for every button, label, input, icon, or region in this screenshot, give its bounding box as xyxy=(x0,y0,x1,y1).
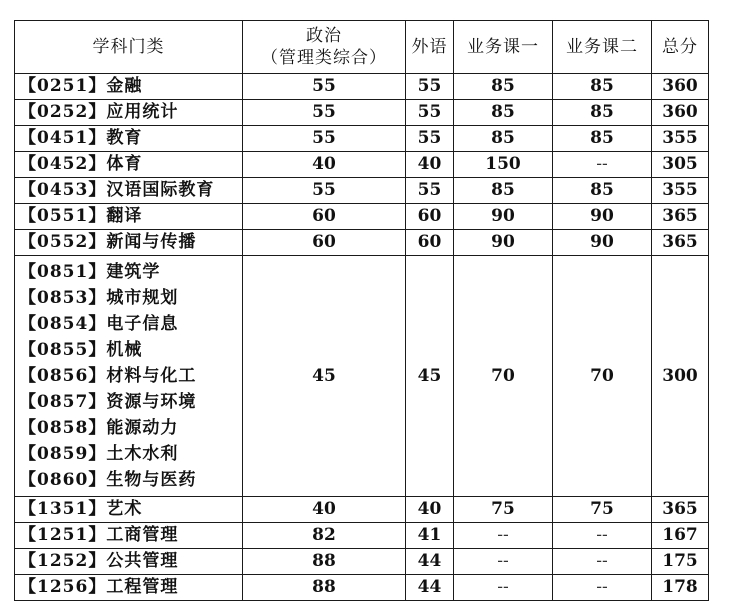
total-cell: 355 xyxy=(652,126,709,152)
course1-cell: 150 xyxy=(454,152,553,178)
course2-cell: 85 xyxy=(553,100,652,126)
course1-cell: 85 xyxy=(454,178,553,204)
total-cell: 365 xyxy=(652,497,709,523)
politics-cell: 60 xyxy=(243,230,406,256)
course2-cell: 70 xyxy=(553,256,652,497)
table-row xyxy=(15,523,709,549)
total-cell: 178 xyxy=(652,575,709,601)
score-table xyxy=(14,20,709,601)
total-cell: 365 xyxy=(652,204,709,230)
foreign-cell: 60 xyxy=(406,230,454,256)
course2-cell: -- xyxy=(553,549,652,575)
group-subject-item: 【0857】资源与环境 xyxy=(19,392,197,412)
group-subject-item: 【0851】建筑学 xyxy=(19,262,161,282)
course1-cell: -- xyxy=(454,575,553,601)
politics-cell: 55 xyxy=(243,178,406,204)
group-subject-item: 【0859】土木水利 xyxy=(19,444,179,464)
total-cell: 360 xyxy=(652,100,709,126)
foreign-cell: 55 xyxy=(406,74,454,100)
course1-cell: -- xyxy=(454,549,553,575)
course1-cell: 90 xyxy=(454,230,553,256)
foreign-cell: 44 xyxy=(406,575,454,601)
subject-cell: 【0451】教育 xyxy=(15,126,243,152)
total-cell: 167 xyxy=(652,523,709,549)
total-cell: 355 xyxy=(652,178,709,204)
subject-cell: 【0452】体育 xyxy=(15,152,243,178)
course1-cell: 85 xyxy=(454,126,553,152)
foreign-cell: 40 xyxy=(406,152,454,178)
subject-cell: 【0251】金融 xyxy=(15,74,243,100)
table-row xyxy=(15,152,709,178)
course2-cell: -- xyxy=(553,575,652,601)
course2-cell: 75 xyxy=(553,497,652,523)
group-subject-item: 【0855】机械 xyxy=(19,340,143,360)
course1-cell: -- xyxy=(454,523,553,549)
group-subject-item: 【0854】电子信息 xyxy=(19,314,179,334)
group-subject-item: 【0858】能源动力 xyxy=(19,418,179,438)
foreign-cell: 55 xyxy=(406,126,454,152)
course1-cell: 70 xyxy=(454,256,553,497)
group-subject-cell xyxy=(15,256,243,497)
subject-cell: 【0551】翻译 xyxy=(15,204,243,230)
course1-cell: 75 xyxy=(454,497,553,523)
foreign-cell: 55 xyxy=(406,178,454,204)
subject-cell: 【0552】新闻与传播 xyxy=(15,230,243,256)
table-row xyxy=(15,497,709,523)
course2-cell: 90 xyxy=(553,204,652,230)
table-row xyxy=(15,204,709,230)
politics-cell: 60 xyxy=(243,204,406,230)
politics-cell: 55 xyxy=(243,126,406,152)
header-politics-label: 政治 xyxy=(306,26,342,46)
course1-cell: 90 xyxy=(454,204,553,230)
table-row xyxy=(15,178,709,204)
header-row xyxy=(15,21,709,74)
group-row xyxy=(15,256,709,497)
politics-cell: 55 xyxy=(243,74,406,100)
group-subject-item: 【0860】生物与医药 xyxy=(19,470,197,490)
foreign-cell: 40 xyxy=(406,497,454,523)
politics-cell: 88 xyxy=(243,575,406,601)
subject-cell: 【0453】汉语国际教育 xyxy=(15,178,243,204)
group-subject-item: 【0853】城市规划 xyxy=(19,288,179,308)
subject-cell: 【1256】工程管理 xyxy=(15,575,243,601)
course2-cell: 90 xyxy=(553,230,652,256)
course2-cell: -- xyxy=(553,152,652,178)
table-row xyxy=(15,575,709,601)
foreign-cell: 44 xyxy=(406,549,454,575)
foreign-cell: 55 xyxy=(406,100,454,126)
politics-cell: 40 xyxy=(243,152,406,178)
header-total: 总分 xyxy=(652,21,709,74)
total-cell: 360 xyxy=(652,74,709,100)
table-row xyxy=(15,549,709,575)
total-cell: 305 xyxy=(652,152,709,178)
total-cell: 365 xyxy=(652,230,709,256)
header-course2: 业务课二 xyxy=(553,21,652,74)
foreign-cell: 41 xyxy=(406,523,454,549)
header-foreign: 外语 xyxy=(406,21,454,74)
header-course1: 业务课一 xyxy=(454,21,553,74)
table-row xyxy=(15,230,709,256)
politics-cell: 45 xyxy=(243,256,406,497)
subject-cell: 【0252】应用统计 xyxy=(15,100,243,126)
table-row xyxy=(15,74,709,100)
course2-cell: 85 xyxy=(553,178,652,204)
header-politics xyxy=(243,21,406,74)
politics-cell: 40 xyxy=(243,497,406,523)
table-row xyxy=(15,100,709,126)
group-subject-item: 【0856】材料与化工 xyxy=(19,366,197,386)
course1-cell: 85 xyxy=(454,100,553,126)
course2-cell: -- xyxy=(553,523,652,549)
header-category: 学科门类 xyxy=(15,21,243,74)
course2-cell: 85 xyxy=(553,126,652,152)
course1-cell: 85 xyxy=(454,74,553,100)
politics-cell: 82 xyxy=(243,523,406,549)
course2-cell: 85 xyxy=(553,74,652,100)
subject-cell: 【1252】公共管理 xyxy=(15,549,243,575)
foreign-cell: 60 xyxy=(406,204,454,230)
total-cell: 300 xyxy=(652,256,709,497)
total-cell: 175 xyxy=(652,549,709,575)
politics-cell: 88 xyxy=(243,549,406,575)
header-politics-sub: （管理类综合） xyxy=(261,48,387,68)
subject-cell: 【1351】艺术 xyxy=(15,497,243,523)
subject-cell: 【1251】工商管理 xyxy=(15,523,243,549)
foreign-cell: 45 xyxy=(406,256,454,497)
table-row xyxy=(15,126,709,152)
politics-cell: 55 xyxy=(243,100,406,126)
